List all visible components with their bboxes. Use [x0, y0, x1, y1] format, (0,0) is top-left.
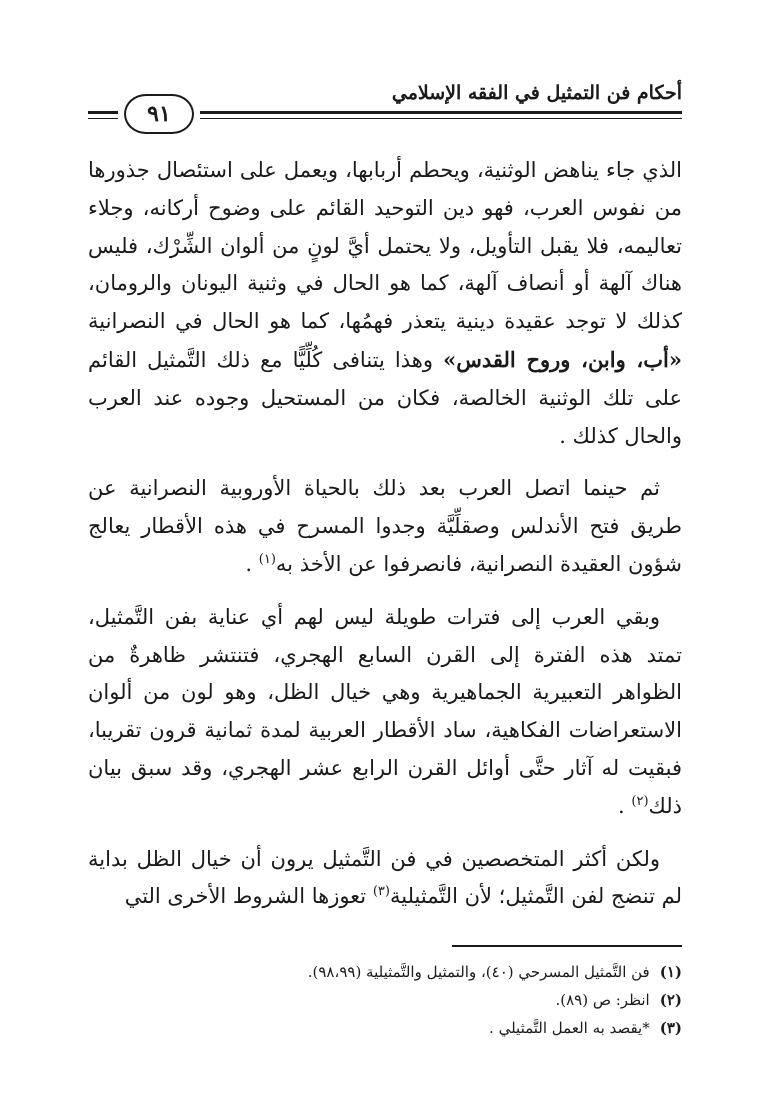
- footnote-number: (٣): [659, 1019, 682, 1037]
- paragraph: [88, 841, 682, 917]
- text-run: ثم حينما اتصل العرب بعد ذلك بالحياة الأوروبية النصرانية عن طريق فتح الأندلس وصقلِّيَّة وجدوا المسرح في هذه الأقطار يعالج شؤون العقيدة النصرانية، فانصرفوا عن الأخذ به: [88, 476, 682, 576]
- page-number: ٩١: [124, 94, 194, 134]
- running-title: أحكام فن التمثيل في الفقه الإسلامي: [391, 82, 682, 104]
- footnote-reference[interactable]: (٢): [631, 793, 649, 809]
- footnote: [88, 986, 682, 1014]
- quoted-term: «أب، وابن، وروح القدس»: [443, 346, 682, 372]
- header-rule-thin: [200, 118, 682, 119]
- text-run: ولكن أكثر المتخصصين في فن التَّمثيل يرون أن خيال الظل بداية لم تنضج لفن التَّمثيل؛ لأن التَّمثيلية: [88, 846, 682, 909]
- footnote: [88, 1014, 682, 1042]
- header-left-rule: [88, 111, 118, 114]
- text-run: وبقي العرب إلى فترات طويلة ليس لهم أي عناية بفن التَّمثيل، تمتد هذه الفترة إلى القرن السابع الهجري، فتنتشر ظاهرةٌ من الظواهر التعبيرية الجماهيرية وهي خيال الظل، وهو لون من ألوان الاستعراضات الفكاهية، ساد الأقطار العربية لمدة ثمانية قرون تقريبا، فبقيت له آثار حتَّى أوائل القرن الرابع عشر الهجري، وقد سبق بيان ذلك: [88, 604, 682, 818]
- footnote-reference[interactable]: (١): [258, 551, 276, 567]
- text-run: تعوزها الشروط الأخرى التي: [124, 884, 373, 909]
- footnote-separator: [452, 945, 682, 947]
- footnote-text: فن التَّمثيل المسرحي (٤٠)، والتمثيل والتَّمثيلية (٩٨،٩٩).: [307, 963, 650, 981]
- main-text: [88, 152, 682, 931]
- footnote-number: (١): [659, 963, 682, 981]
- header-left-rule-thin: [88, 118, 118, 119]
- footnote: [88, 958, 682, 986]
- footnotes: [88, 958, 682, 1042]
- text-run: الذي جاء يناهض الوثنية، ويحطم أربابها، ويعمل على استئصال جذورها من نفوس العرب، فهو دين التوحيد القائم على وضوح أركانه، وجلاء تعاليمه، فلا يقبل التأويل، ولا يحتمل أيَّ لونٍ من ألوان الشِّرْك، فليس هناك آلهة أو أنصاف آلهة، كما هو الحال في وثنية اليونان والرومان، كذلك لا توجد عقيدة دينية يتعذر فهمُها، كما هو الحال في النصرانية: [88, 158, 682, 334]
- footnote-number: (٢): [659, 991, 682, 1009]
- paragraph: [88, 470, 682, 583]
- text-run: .: [618, 793, 632, 818]
- footnote-text: انظر: ص (٨٩).: [555, 991, 650, 1009]
- footnote-reference[interactable]: (٣): [372, 884, 390, 900]
- footnote-text: *يقصد به العمل التَّمثيلي .: [489, 1019, 650, 1037]
- text-run: .: [245, 551, 259, 576]
- running-header: [88, 82, 682, 132]
- header-rule: [200, 111, 682, 114]
- paragraph: [88, 599, 682, 826]
- text-run: وهذا يتنافى كُلِّيًّا مع ذلك التَّمثيل القائم على تلك الوثنية الخالصة، فكان من المستحيل وجوده عند العرب والحال كذلك .: [88, 347, 682, 448]
- paragraph: [88, 152, 682, 455]
